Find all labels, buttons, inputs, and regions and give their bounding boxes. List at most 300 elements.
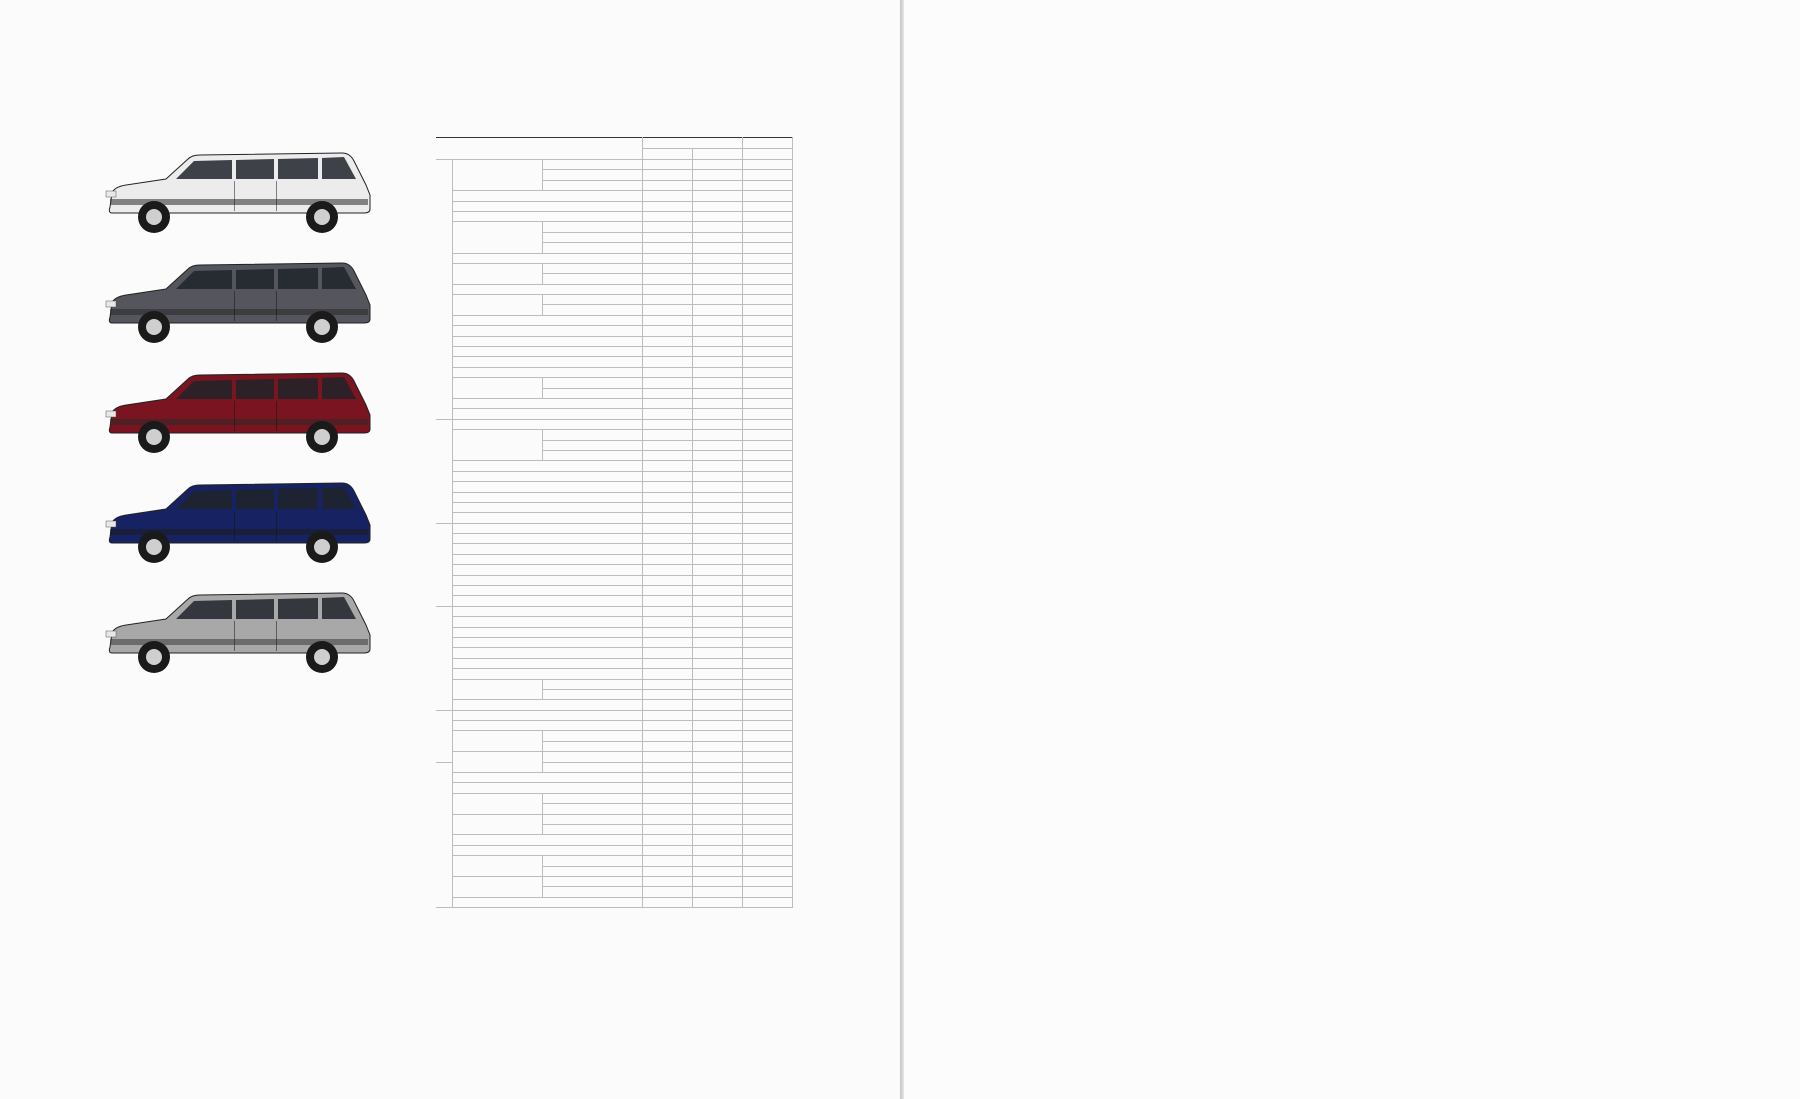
mark-xgi [742,274,792,284]
header-ff [642,138,742,149]
mark-dx [642,814,692,824]
mark-dx [642,783,692,793]
mark-dx [642,482,692,492]
mark-dx [642,232,692,242]
table-row [436,534,792,544]
mark-dx [642,253,692,263]
mark-xgi [742,513,792,523]
table-row [436,637,792,647]
sub-item-cell [542,180,642,190]
mark-xgi [742,783,792,793]
car-illustration [104,145,374,237]
mark-dx [642,710,692,720]
sub-item-cell [542,762,642,772]
mark-xgi [742,721,792,731]
group-cell [436,762,452,907]
mark-xe [692,378,742,388]
table-row [436,627,792,637]
mark-xe [692,419,742,429]
mark-xe [692,897,742,907]
mark-xgi [742,544,792,554]
mark-xe [692,710,742,720]
group-cell [436,160,452,420]
mark-xe [692,388,742,398]
sub-item-cell [542,378,642,388]
item-cell [452,367,642,377]
mark-dx [642,679,692,689]
item-cell [452,544,642,554]
item-cell [452,430,542,461]
mark-xgi [742,347,792,357]
mark-xe [692,617,742,627]
mark-xe [692,492,742,502]
mark-dx [642,492,692,502]
table-row [436,669,792,679]
mark-xgi [742,367,792,377]
mark-xe [692,160,742,170]
mark-dx [642,170,692,180]
mark-xe [692,430,742,440]
mark-dx [642,617,692,627]
mark-xe [692,825,742,835]
item-cell [452,876,542,897]
mark-xe [692,876,742,886]
mark-xe [692,637,742,647]
mark-xgi [742,845,792,855]
table-row [436,544,792,554]
mark-xgi [742,305,792,315]
item-cell [452,347,642,357]
mark-xe [692,554,742,564]
mark-xe [692,679,742,689]
item-cell [452,835,642,845]
mark-xe [692,762,742,772]
sub-item-cell [542,222,642,232]
mark-dx [642,430,692,440]
sub-item-cell [542,430,642,440]
item-cell [452,856,542,877]
mark-xe [692,793,742,803]
mark-dx [642,347,692,357]
mark-xgi [742,586,792,596]
sub-item-cell [542,295,642,305]
mark-xe [692,669,742,679]
item-cell [452,897,642,907]
mark-xgi [742,554,792,564]
table-row [436,658,792,668]
mark-xgi [742,565,792,575]
table-row [436,295,792,305]
table-row [436,461,792,471]
mark-dx [642,596,692,606]
mark-xgi [742,284,792,294]
table-row [436,492,792,502]
sub-item-cell [542,243,642,253]
mark-dx [642,586,692,596]
mark-dx [642,315,692,325]
table-row [436,409,792,419]
mark-dx [642,523,692,533]
mark-xgi [742,679,792,689]
mark-xgi [742,482,792,492]
table-row [436,793,792,803]
mark-dx [642,876,692,886]
mark-xe [692,586,742,596]
mark-dx [642,897,692,907]
mark-xe [692,752,742,762]
sub-item-cell [542,679,642,689]
mark-xe [692,253,742,263]
mark-xe [692,284,742,294]
mark-dx [642,180,692,190]
item-cell [452,606,642,616]
mark-xe [692,523,742,533]
mark-xgi [742,793,792,803]
mark-xgi [742,398,792,408]
table-row [436,835,792,845]
table-row [436,596,792,606]
mark-xgi [742,170,792,180]
mark-xe [692,596,742,606]
mark-dx [642,762,692,772]
mark-xe [692,731,742,741]
mark-dx [642,648,692,658]
mark-xe [692,648,742,658]
table-row [436,731,792,741]
mark-dx [642,357,692,367]
item-cell [452,679,542,700]
item-cell [452,793,542,814]
table-row [436,606,792,616]
mark-xe [692,232,742,242]
mark-dx [642,534,692,544]
mark-xgi [742,596,792,606]
table-row [436,367,792,377]
mark-xe [692,534,742,544]
group-cell [436,419,452,523]
table-row [436,326,792,336]
sub-item-cell [542,274,642,284]
mark-xe [692,575,742,585]
mark-xe [692,741,742,751]
table-row [436,565,792,575]
mark-dx [642,513,692,523]
sub-item-cell [542,804,642,814]
sub-item-cell [542,305,642,315]
item-cell [452,315,642,325]
table-row [436,160,792,170]
table-row [436,191,792,201]
table-row [436,513,792,523]
mark-xe [692,274,742,284]
mark-xe [692,887,742,897]
mark-dx [642,773,692,783]
mark-xgi [742,617,792,627]
table-row [436,398,792,408]
mark-xe [692,627,742,637]
mark-xgi [742,419,792,429]
mark-dx [642,544,692,554]
mark-xe [692,502,742,512]
item-cell [452,222,542,253]
table-row [436,347,792,357]
mark-xe [692,461,742,471]
mark-xe [692,398,742,408]
mark-xe [692,471,742,481]
item-cell [452,752,542,773]
mark-dx [642,606,692,616]
mark-xgi [742,648,792,658]
mark-dx [642,398,692,408]
mark-xgi [742,295,792,305]
item-cell [452,253,642,263]
mark-dx [642,222,692,232]
mark-xgi [742,658,792,668]
table-row [436,897,792,907]
group-cell [436,523,452,606]
item-cell [452,378,542,399]
table-row [436,378,792,388]
mark-dx [642,211,692,221]
table-row [436,315,792,325]
mark-dx [642,388,692,398]
sub-item-cell [542,170,642,180]
mark-dx [642,284,692,294]
mark-dx [642,471,692,481]
item-cell [452,461,642,471]
sub-item-cell [542,689,642,699]
sub-item-cell [542,160,642,170]
header-corner [436,138,642,160]
item-cell [452,409,642,419]
item-cell [452,586,642,596]
mark-xgi [742,637,792,647]
item-cell [452,575,642,585]
item-cell [452,554,642,564]
mark-xgi [742,211,792,221]
table-row [436,876,792,886]
equipment-table-body [436,160,792,908]
header-xe [692,149,742,160]
mark-dx [642,263,692,273]
mark-xgi [742,814,792,824]
mark-xgi [742,669,792,679]
mark-dx [642,565,692,575]
mark-dx [642,669,692,679]
mark-xe [692,211,742,221]
item-cell [452,710,642,720]
mark-xgi [742,887,792,897]
mark-xe [692,513,742,523]
item-cell [452,513,642,523]
group-cell [436,710,452,762]
car-illustration [104,475,374,567]
table-row [436,814,792,824]
mark-xe [692,814,742,824]
mark-dx [642,243,692,253]
table-row [436,617,792,627]
mark-xgi [742,201,792,211]
mark-xgi [742,534,792,544]
mark-dx [642,326,692,336]
table-row [436,357,792,367]
mark-dx [642,866,692,876]
table-row [436,502,792,512]
mark-xe [692,450,742,460]
sub-item-cell [542,440,642,450]
mark-xgi [742,357,792,367]
mark-xgi [742,897,792,907]
mark-dx [642,856,692,866]
mark-xgi [742,388,792,398]
mark-xe [692,856,742,866]
table-row [436,856,792,866]
mark-dx [642,658,692,668]
mark-dx [642,700,692,710]
mark-dx [642,835,692,845]
mark-xgi [742,222,792,232]
mark-xe [692,315,742,325]
table-row [436,263,792,273]
mark-dx [642,502,692,512]
table-row [436,471,792,481]
mark-dx [642,305,692,315]
mark-xgi [742,409,792,419]
mark-dx [642,274,692,284]
item-cell [452,700,642,710]
sub-item-cell [542,731,642,741]
mark-xgi [742,741,792,751]
mark-xgi [742,825,792,835]
mark-dx [642,378,692,388]
mark-xgi [742,866,792,876]
table-row [436,700,792,710]
item-cell [452,419,642,429]
table-row [436,575,792,585]
car-illustration [104,255,374,347]
mark-xe [692,357,742,367]
mark-xgi [742,627,792,637]
mark-dx [642,804,692,814]
mark-xe [692,222,742,232]
mark-xgi [742,835,792,845]
sub-item-cell [542,814,642,824]
table-row [436,336,792,346]
mark-xgi [742,263,792,273]
table-row [436,201,792,211]
mark-xe [692,170,742,180]
mark-xgi [742,378,792,388]
item-cell [452,398,642,408]
table-row [436,586,792,596]
car-illustration [104,365,374,457]
mark-dx [642,419,692,429]
table-row [436,721,792,731]
car-illustration [104,585,374,677]
item-cell [452,783,642,793]
mark-dx [642,845,692,855]
item-cell [452,482,642,492]
mark-xe [692,180,742,190]
mark-dx [642,160,692,170]
item-cell [452,721,642,731]
item-cell [452,845,642,855]
mark-xe [692,544,742,554]
mark-dx [642,201,692,211]
mark-xgi [742,700,792,710]
item-cell [452,773,642,783]
mark-xgi [742,575,792,585]
mark-xe [692,191,742,201]
mark-xgi [742,762,792,772]
item-cell [452,565,642,575]
mark-dx [642,825,692,835]
table-row [436,679,792,689]
mark-xgi [742,856,792,866]
mark-xgi [742,336,792,346]
mark-xe [692,347,742,357]
table-row [436,845,792,855]
item-cell [452,534,642,544]
table-row [436,783,792,793]
mark-dx [642,721,692,731]
table-row [436,482,792,492]
sub-item-cell [542,825,642,835]
mark-dx [642,793,692,803]
mark-xgi [742,876,792,886]
mark-xgi [742,731,792,741]
mark-dx [642,741,692,751]
table-row [436,523,792,533]
item-cell [452,336,642,346]
sub-item-cell [542,752,642,762]
sub-item-cell [542,793,642,803]
mark-dx [642,367,692,377]
table-row [436,419,792,429]
item-cell [452,814,542,835]
table-row [436,253,792,263]
mark-xgi [742,450,792,460]
mark-dx [642,689,692,699]
item-cell [452,284,642,294]
item-cell [452,731,542,752]
item-cell [452,471,642,481]
mark-xe [692,336,742,346]
mark-xe [692,295,742,305]
mark-xe [692,835,742,845]
item-cell [452,211,642,221]
mark-xe [692,243,742,253]
table-row [436,430,792,440]
mark-dx [642,461,692,471]
mark-xgi [742,232,792,242]
item-cell [452,658,642,668]
mark-dx [642,887,692,897]
mark-xgi [742,752,792,762]
mark-xe [692,606,742,616]
sub-item-cell [542,856,642,866]
mark-xgi [742,430,792,440]
item-cell [452,357,642,367]
mark-xgi [742,326,792,336]
mark-xe [692,565,742,575]
sub-item-cell [542,887,642,897]
item-cell [452,295,542,316]
mark-xe [692,305,742,315]
equipment-table [436,137,793,908]
table-row [436,648,792,658]
mark-xgi [742,804,792,814]
